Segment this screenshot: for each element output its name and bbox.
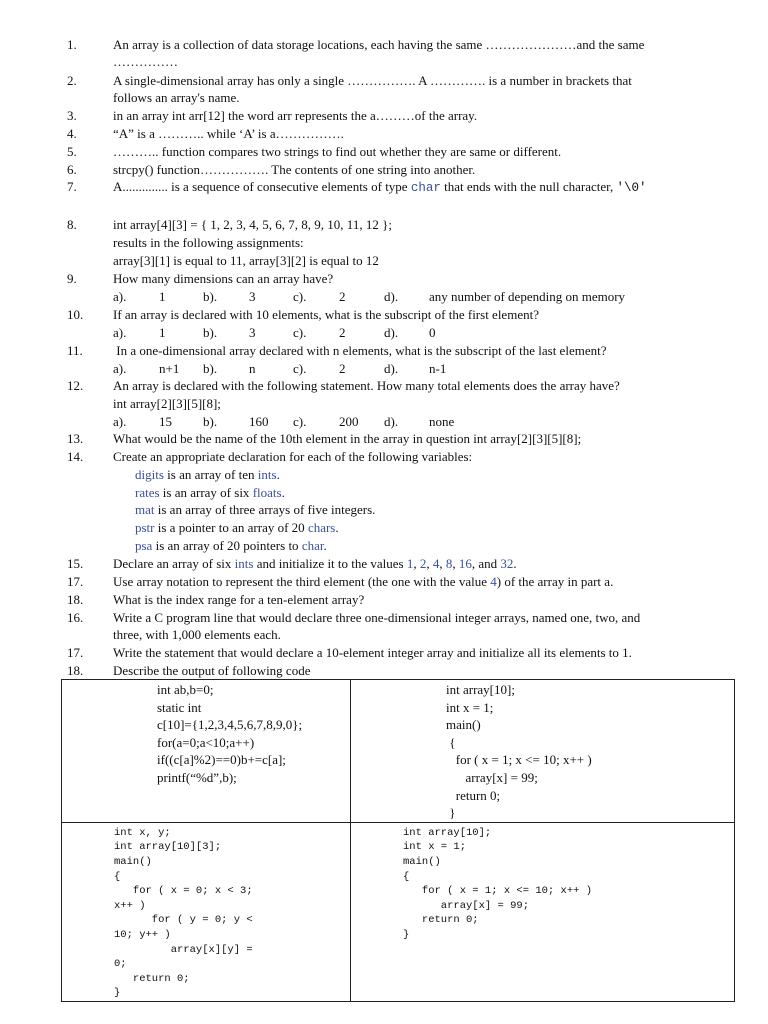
question-number: 4. xyxy=(67,126,77,141)
sep: , and xyxy=(471,556,501,571)
option-label-d: d). xyxy=(384,361,399,376)
option-label-b: b). xyxy=(203,325,218,340)
question-text: strcpy() function……………. The contents of one string into another. xyxy=(113,162,476,177)
question-text-cont: …………… xyxy=(113,54,178,69)
option-value-a: n+1 xyxy=(159,361,180,376)
question-text: An array is declared with the following statement. How many total elements does the array have? xyxy=(113,378,620,393)
code-cell-top-left xyxy=(62,680,351,823)
question-number: 7. xyxy=(67,179,77,194)
option-value-b: 3 xyxy=(249,289,256,304)
q14-item-pstr xyxy=(135,519,339,536)
option-value-a: 1 xyxy=(159,289,166,304)
question-text-part: that ends with the null character, xyxy=(440,179,617,194)
option-label-a: a). xyxy=(113,414,127,429)
option-value-a: 15 xyxy=(159,414,172,429)
option-label-d: d). xyxy=(384,289,399,304)
item-text: is an array of ten xyxy=(163,467,258,482)
option-label-c: c). xyxy=(293,414,307,429)
question-text-cont: array[3][1] is equal to 11, array[3][2] is equal to 12 xyxy=(113,253,379,268)
option-value-c: 2 xyxy=(339,325,346,340)
item-text: is an array of 20 pointers to xyxy=(152,538,302,553)
option-value-d: 0 xyxy=(429,325,436,340)
option-label-b: b). xyxy=(203,289,218,304)
option-label-a: a). xyxy=(113,361,127,376)
text-part: Use array notation to represent the third element (the one with the value xyxy=(113,574,491,589)
q14-item-psa xyxy=(135,537,327,554)
question-text-part: A.............. is a sequence of consecutive elements of type xyxy=(113,179,411,194)
question-text-cont: follows an array's name. xyxy=(113,90,240,105)
option-value-b: 3 xyxy=(249,325,256,340)
question-text: How many dimensions can an array have? xyxy=(113,271,334,286)
code-null-char: '\0' xyxy=(616,181,647,195)
question-number: 9. xyxy=(67,271,77,286)
variable-name: pstr xyxy=(135,520,155,535)
question-text: ……….. function compares two strings to find out whether they are same or different. xyxy=(113,144,562,159)
question-text: In a one-dimensional array declared with n elements, what is the subscript of the last element? xyxy=(113,343,607,358)
question-text: Describe the output of following code xyxy=(113,663,311,678)
question-number: 1. xyxy=(67,37,77,52)
code-cell-bottom-left xyxy=(62,822,351,1001)
sep: , xyxy=(426,556,433,571)
item-text: is a pointer to an array of 20 xyxy=(154,520,308,535)
item-end: . xyxy=(335,520,339,535)
value: 4 xyxy=(432,556,440,571)
code-cell-top-right xyxy=(351,680,735,823)
value: 1 xyxy=(406,556,414,571)
sep: . xyxy=(513,556,517,571)
variable-name: digits xyxy=(135,467,164,482)
code-snippet: int array[10]; int x = 1; main() { for ( x = 1; x <= 10; x++ ) array[x] = 99; return 0; } xyxy=(446,682,592,821)
type-name: ints xyxy=(234,556,254,571)
option-value-c: 200 xyxy=(339,414,359,429)
question-text: Write a C program line that would declare three one-dimensional integer arrays, named one, two, and xyxy=(113,610,641,625)
question-text: int array[4][3] = { 1, 2, 3, 4, 5, 6, 7, 8, 9, 10, 11, 12 }; xyxy=(113,217,392,232)
option-label-a: a). xyxy=(113,325,127,340)
value: 32 xyxy=(500,556,514,571)
text-part: Declare an array of six xyxy=(113,556,235,571)
question-text xyxy=(113,573,738,590)
variable-name: psa xyxy=(135,538,153,553)
option-label-a: a). xyxy=(113,289,127,304)
type-name: char xyxy=(301,538,324,553)
question-text xyxy=(113,555,738,572)
question-number: 12. xyxy=(67,378,84,393)
variable-name: rates xyxy=(135,485,160,500)
item-end: . xyxy=(323,538,327,553)
code-snippet: int ab,b=0; static int c[10]={1,2,3,4,5,6,7,8,9,0}; for(a=0;a<10;a++) if((c[a]%2)==0)b+=c[a]; printf(“%d”,b); xyxy=(157,682,303,785)
value: 4 xyxy=(490,574,497,589)
option-value-d: none xyxy=(429,414,455,429)
value: 2 xyxy=(419,556,427,571)
question-number: 16. xyxy=(67,610,84,625)
option-value-d: any number of depending on memory xyxy=(429,289,626,304)
option-value-c: 2 xyxy=(339,361,346,376)
question-number: 6. xyxy=(67,162,77,177)
value: 8 xyxy=(445,556,453,571)
question-number: 14. xyxy=(67,449,84,464)
type-name: chars xyxy=(307,520,336,535)
option-value-c: 2 xyxy=(339,289,346,304)
question-number: 8. xyxy=(67,217,77,232)
question-number: 3. xyxy=(67,108,77,123)
code-keyword-char: char xyxy=(410,181,441,195)
value: 16 xyxy=(458,556,472,571)
question-text: in an array int arr[12] the word arr represents the a………of the array. xyxy=(113,108,478,123)
code-cell-bottom-right xyxy=(351,822,735,1001)
option-label-d: d). xyxy=(384,325,399,340)
option-label-d: d). xyxy=(384,414,399,429)
code-snippet: int x, y; int array[10][3]; main() { for ( x = 0; x < 3; x++ ) for ( y = 0; y < 10; y++ ) array[x][y] = 0; return 0; } xyxy=(114,826,253,1000)
type-name: ints xyxy=(257,467,277,482)
sep: , xyxy=(413,556,420,571)
item-end: . xyxy=(281,485,285,500)
option-label-b: b). xyxy=(203,361,218,376)
q14-item-digits xyxy=(135,466,280,483)
question-text: Create an appropriate declaration for each of the following variables: xyxy=(113,449,473,464)
option-value-a: 1 xyxy=(159,325,166,340)
item-end: . xyxy=(276,467,280,482)
code-table xyxy=(61,679,735,1002)
option-label-c: c). xyxy=(293,325,307,340)
option-label-c: c). xyxy=(293,289,307,304)
option-label-b: b). xyxy=(203,414,218,429)
question-number: 15. xyxy=(67,556,84,571)
question-number: 2. xyxy=(67,73,77,88)
text-part: ) of the array in part a. xyxy=(496,574,614,589)
question-text: What would be the name of the 10th element in the array in question int array[2][3][5][8]; xyxy=(113,431,582,446)
sep: , xyxy=(452,556,459,571)
item-text: is an array of three arrays of five integers. xyxy=(154,502,376,517)
question-number: 11. xyxy=(67,343,83,358)
question-number: 18. xyxy=(67,663,84,678)
text-part: and initialize it to the values xyxy=(253,556,407,571)
question-number: 17. xyxy=(67,574,84,589)
question-text-cont: three, with 1,000 elements each. xyxy=(113,627,281,642)
question-text-cont: results in the following assignments: xyxy=(113,235,304,250)
question-number: 17. xyxy=(67,645,84,660)
variable-name: mat xyxy=(135,502,155,517)
question-text: If an array is declared with 10 elements, what is the subscript of the first element? xyxy=(113,307,539,322)
type-name: floats xyxy=(252,485,282,500)
code-snippet: int array[10]; int x = 1; main() { for ( x = 1; x <= 10; x++ ) array[x] = 99; return 0; } xyxy=(403,826,593,941)
q14-item-rates xyxy=(135,484,285,501)
question-text xyxy=(113,178,738,197)
question-text: A single-dimensional array has only a single ……………. A …………. is a number in brackets that xyxy=(113,73,632,88)
question-number: 5. xyxy=(67,144,77,159)
option-label-c: c). xyxy=(293,361,307,376)
question-number: 18. xyxy=(67,592,84,607)
item-text: is an array of six xyxy=(159,485,253,500)
q14-item-mat xyxy=(135,501,375,518)
question-text: An array is a collection of data storage locations, each having the same …………………and the same xyxy=(113,37,645,52)
question-number: 10. xyxy=(67,307,84,322)
sep: , xyxy=(439,556,446,571)
option-value-b: 160 xyxy=(249,414,269,429)
option-value-d: n-1 xyxy=(429,361,447,376)
question-number: 13. xyxy=(67,431,84,446)
question-text: Write the statement that would declare a 10-element integer array and initialize all its elements to 1. xyxy=(113,645,632,660)
question-text: “A” is a ……….. while ‘A’ is a……………. xyxy=(113,126,344,141)
question-text-cont: int array[2][3][5][8]; xyxy=(113,396,221,411)
question-text: What is the index range for a ten-element array? xyxy=(113,592,365,607)
option-value-b: n xyxy=(249,361,256,376)
